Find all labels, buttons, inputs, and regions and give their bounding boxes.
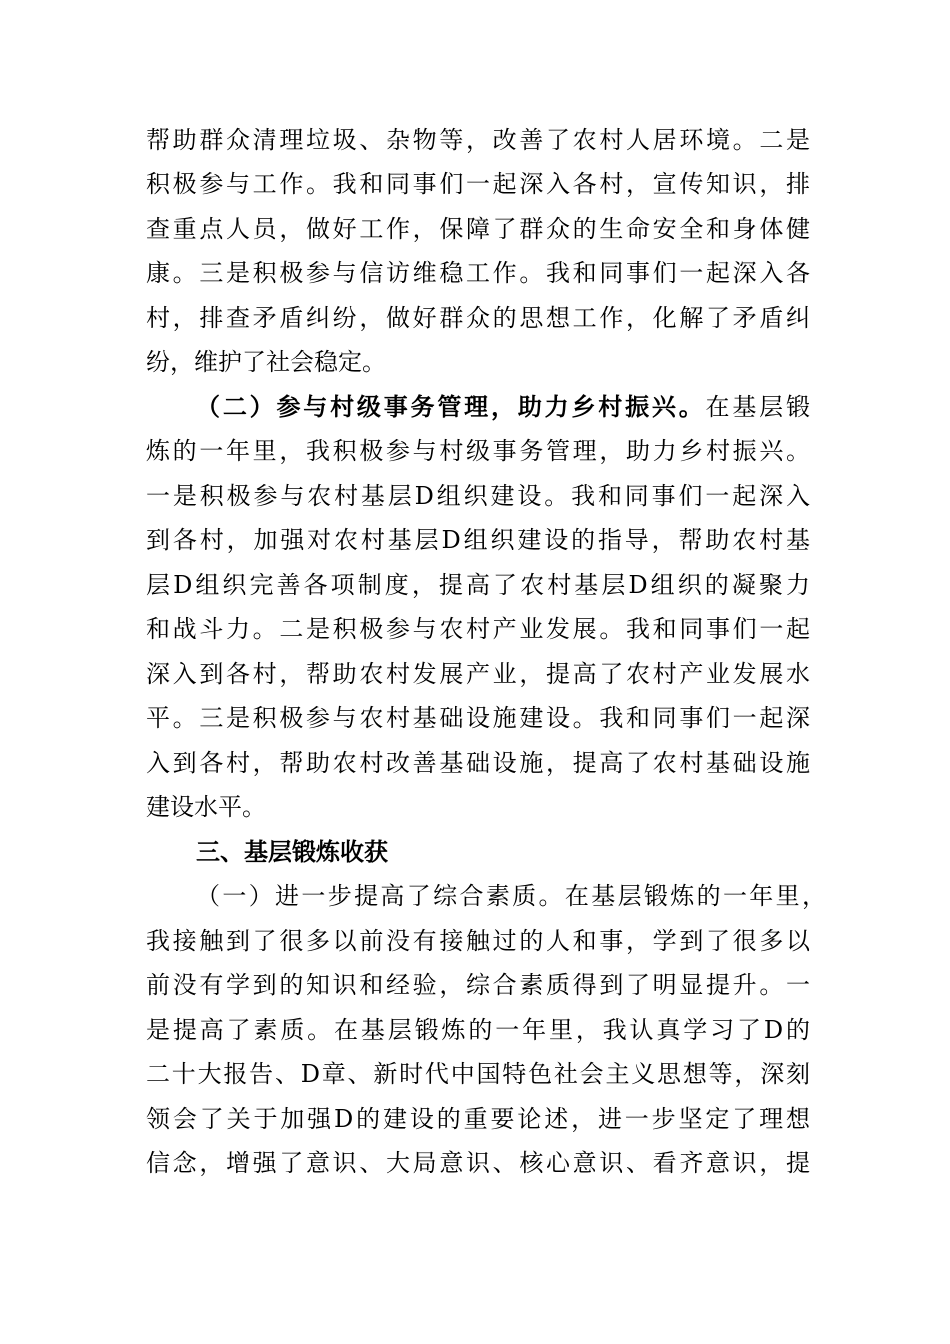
paragraph-first-line <box>196 385 810 429</box>
body-text-line: 炼的一年里，我积极参与村级事务管理，助力乡村振兴。 <box>146 437 810 465</box>
body-text-line: 纷，维护了社会稳定。 <box>146 348 386 376</box>
body-text-line: 积极参与工作。我和同事们一起深入各村，宣传知识，排 <box>146 170 810 198</box>
body-text-line: 村，排查矛盾纠纷，做好群众的思想工作，化解了矛盾纠 <box>146 304 810 332</box>
body-text-line: 到各村，加强对农村基层D组织建设的指导，帮助农村基 <box>146 526 810 554</box>
paragraph-first-line: （一）进一步提高了综合素质。在基层锻炼的一年里， <box>196 882 826 910</box>
body-text-line: 前没有学到的知识和经验，综合素质得到了明显提升。一 <box>146 971 810 999</box>
body-text-line: 信念，增强了意识、大局意识、核心意识、看齐意识，提 <box>146 1149 810 1177</box>
body-text: 在基层锻 <box>705 393 811 421</box>
body-text-line: 层D组织完善各项制度，提高了农村基层D组织的凝聚力 <box>146 571 810 599</box>
body-text-line: 帮助群众清理垃圾、杂物等，改善了农村人居环境。二是 <box>146 126 810 154</box>
body-text-line: 是提高了素质。在基层锻炼的一年里，我认真学习了D的 <box>146 1016 810 1044</box>
body-text-line: 一是积极参与农村基层D组织建设。我和同事们一起深入 <box>146 482 810 510</box>
body-text-line: 平。三是积极参与农村基础设施建设。我和同事们一起深 <box>146 704 810 732</box>
body-text-line: 查重点人员，做好工作，保障了群众的生命安全和身体健 <box>146 215 810 243</box>
body-text-line: 深入到各村，帮助农村发展产业，提高了农村产业发展水 <box>146 660 810 688</box>
body-text-line: 建设水平。 <box>146 793 266 821</box>
body-text-line: 和战斗力。二是积极参与农村产业发展。我和同事们一起 <box>146 615 810 643</box>
body-text-line: 康。三是积极参与信访维稳工作。我和同事们一起深入各 <box>146 259 810 287</box>
body-text-line: 领会了关于加强D的建设的重要论述，进一步坚定了理想 <box>146 1105 810 1133</box>
body-text-line: 二十大报告、D章、新时代中国特色社会主义思想等，深刻 <box>146 1060 810 1088</box>
body-text-line: 我接触到了很多以前没有接触过的人和事，学到了很多以 <box>146 927 810 955</box>
body-text-line: 入到各村，帮助农村改善基础设施，提高了农村基础设施 <box>146 749 810 777</box>
subsection-lead: （二）参与村级事务管理，助力乡村振兴。 <box>196 392 706 421</box>
section-heading: 三、基层锻炼收获 <box>196 838 388 866</box>
